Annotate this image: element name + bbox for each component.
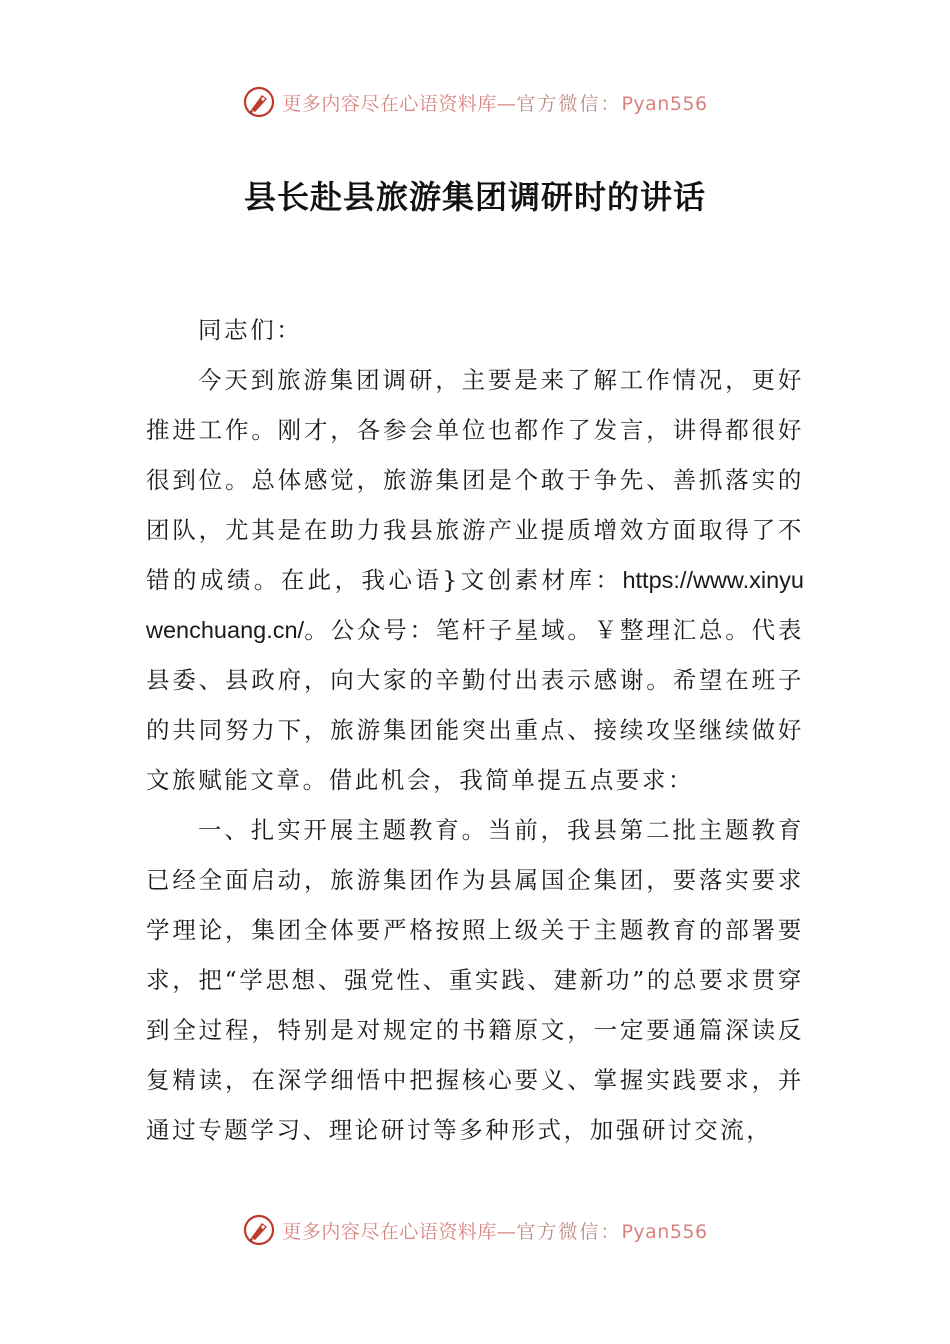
banner-dash: —: [496, 92, 517, 115]
salutation: 同志们：: [198, 316, 303, 344]
banner-dash: —: [496, 1220, 517, 1243]
banner-wechat-label: 官方微信：: [516, 92, 622, 115]
banner-text: [282, 89, 707, 116]
banner-wechat-id: Pyan556: [621, 92, 708, 115]
paragraph-1: [146, 355, 804, 805]
banner-main-text: 更多内容尽在心语资料库: [282, 92, 497, 115]
banner-wechat-id: Pyan556: [621, 1220, 708, 1243]
paragraph-1-text-b: 。公众号：笔杆子星域。￥整理汇总。代表县委、县政府，向大家的辛勤付出表示感谢。希望在班子的共同努力下，旅游集团能突出重点、接续攻坚继续做好文旅赋能文章。借此机会，我简单提五点要求：: [146, 616, 804, 794]
pen-nib-logo-icon: [242, 85, 276, 119]
banner-text: [282, 1217, 707, 1244]
paragraph-1-text-a: 今天到旅游集团调研，主要是来了解工作情况，更好推进工作。刚才，各参会单位也都作了发言，讲得都很好很到位。总体感觉，旅游集团是个敢于争先、善抓落实的团队，尤其是在助力我县旅游产业提质增效方面取得了不错的成绩。在此，我心语}文创素材库：: [146, 366, 804, 594]
paragraph-2: 一、扎实开展主题教育。当前，我县第二批主题教育已经全面启动，旅游集团作为县属国企集团，要落实要求学理论，集团全体要严格按照上级关于主题教育的部署要求，把“学思想、强党性、重实践、建新功”的总要求贯穿到全过程，特别是对规定的书籍原文，一定要通篇深读反复精读，在深学细悟中把握核心要义、掌握实践要求，并通过专题学习、理论研讨等多种形式，加强研讨交流，: [146, 816, 804, 1144]
document-title: 县长赴县旅游集团调研时的讲话: [243, 178, 706, 216]
document-body: [146, 305, 804, 1155]
footer-watermark-banner: [0, 1210, 950, 1250]
header-watermark-banner: [0, 82, 950, 122]
banner-wechat-label: 官方微信：: [516, 1220, 622, 1243]
website-link[interactable]: https://www.xinyuwenchuang.cn/: [146, 567, 804, 643]
pen-nib-logo-icon: [242, 1213, 276, 1247]
banner-main-text: 更多内容尽在心语资料库: [282, 1220, 497, 1243]
